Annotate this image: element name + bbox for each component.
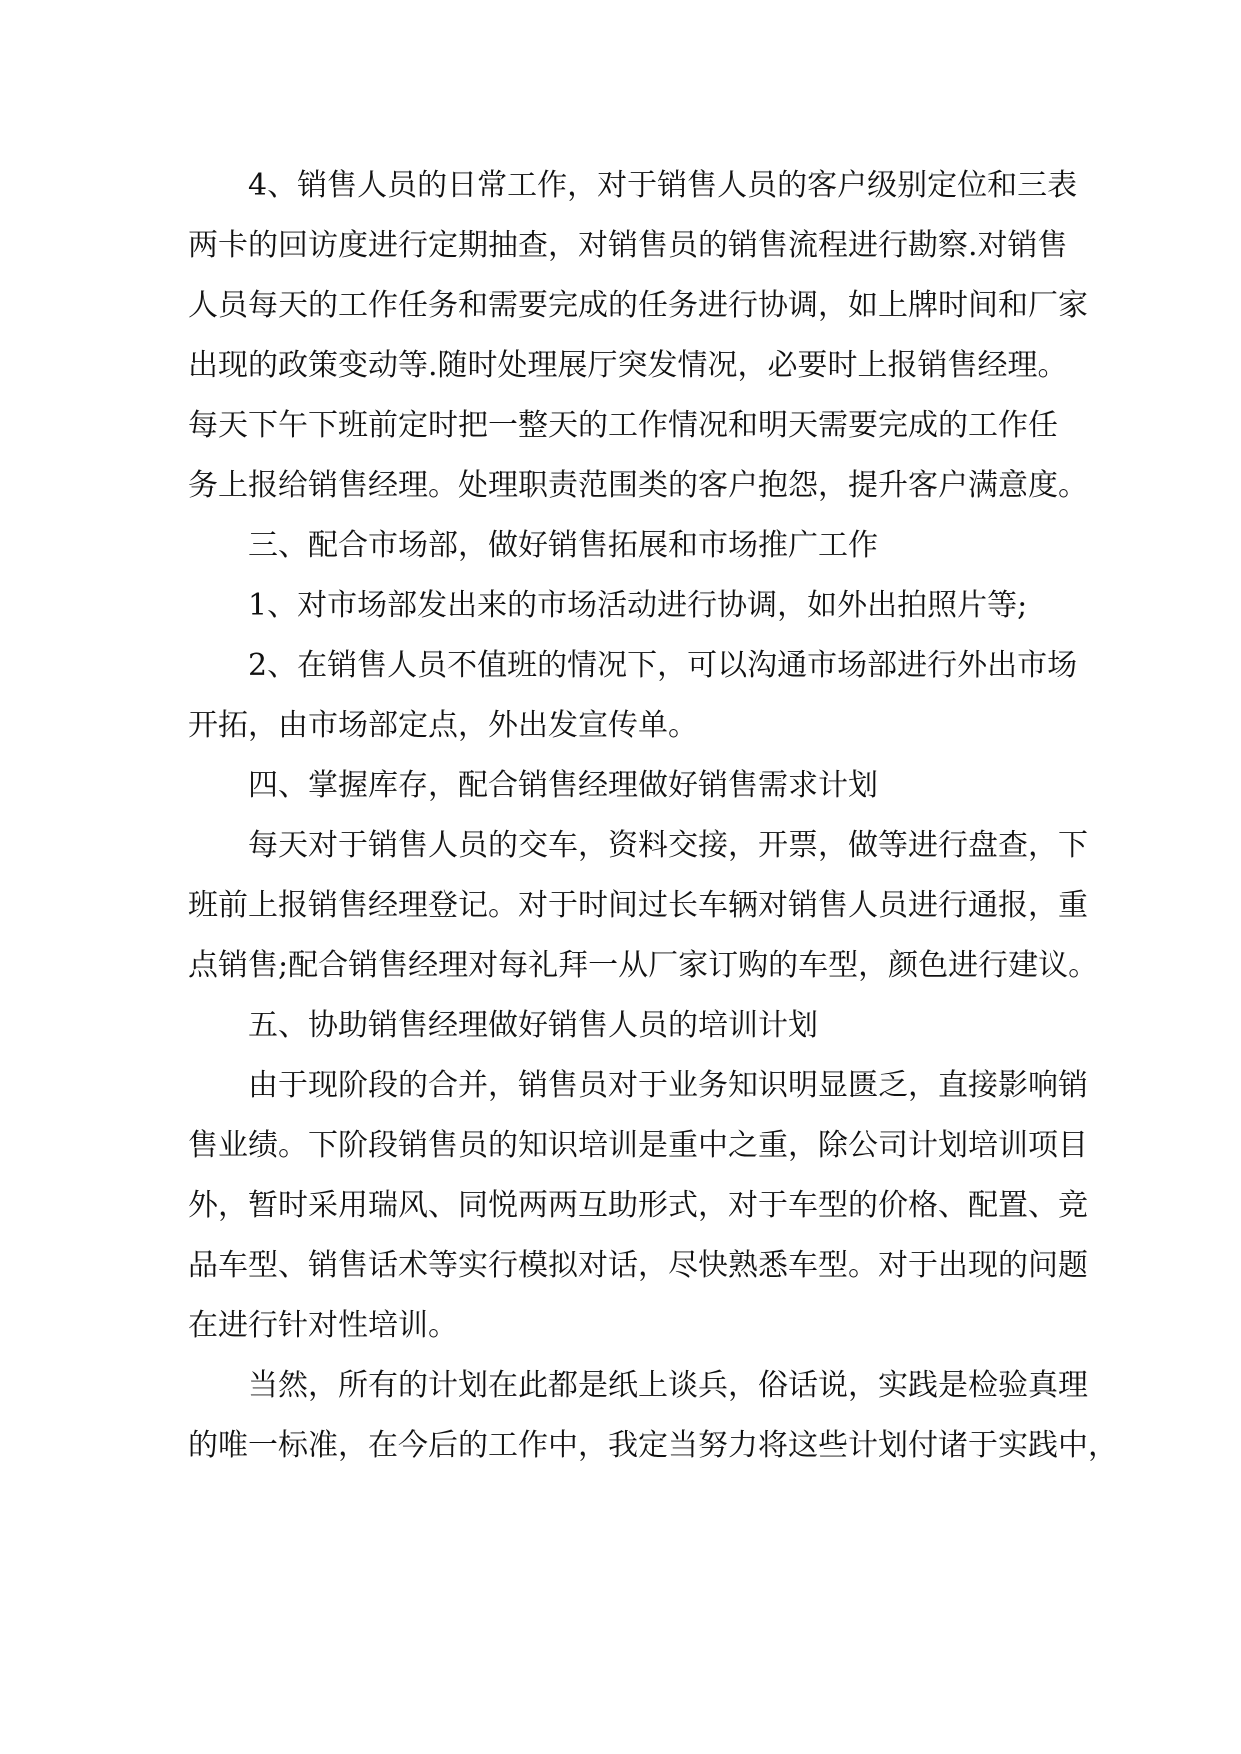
- paragraph: [188, 576, 1060, 636]
- paragraph: [188, 1056, 1088, 1356]
- paragraph: [188, 756, 1060, 816]
- paragraph-line: 五、协助销售经理做好销售人员的培训计划: [248, 1008, 818, 1043]
- paragraph-line: 三、配合市场部，做好销售拓展和市场推广工作: [248, 528, 878, 563]
- paragraph-line: 四、掌握库存，配合销售经理做好销售需求计划: [248, 768, 878, 803]
- paragraph-line: 外，暂时采用瑞风、同悦两两互助形式，对于车型的价格、配置、竞: [188, 1188, 1088, 1223]
- paragraph-line: 人员每天的工作任务和需要完成的任务进行协调，如上牌时间和厂家: [188, 288, 1088, 323]
- paragraph-line: 售业绩。下阶段销售员的知识培训是重中之重，除公司计划培训项目: [188, 1128, 1088, 1163]
- paragraph-line: 班前上报销售经理登记。对于时间过长车辆对销售人员进行通报，重: [188, 888, 1088, 923]
- paragraph: [188, 516, 1060, 576]
- document-body: [188, 156, 1118, 1476]
- paragraph-line: 当然，所有的计划在此都是纸上谈兵，俗话说，实践是检验真理: [248, 1368, 1088, 1403]
- paragraph-line: 2、在销售人员不值班的情况下，可以沟通市场部进行外出市场: [248, 648, 1078, 683]
- paragraph-line: 开拓，由市场部定点，外出发宣传单。: [188, 708, 698, 743]
- paragraph-line: 点销售;配合销售经理对每礼拜一从厂家订购的车型，颜色进行建议。: [188, 948, 1099, 983]
- paragraph-line: 务上报给销售经理。处理职责范围类的客户抱怨，提升客户满意度。: [188, 468, 1088, 503]
- paragraph-line: 1、对市场部发出来的市场活动进行协调，如外出拍照片等;: [248, 588, 1028, 623]
- paragraph: [188, 156, 1088, 516]
- paragraph-line: 4、销售人员的日常工作，对于销售人员的客户级别定位和三表: [248, 168, 1078, 203]
- paragraph-line: 每天下午下班前定时把一整天的工作情况和明天需要完成的工作任: [188, 408, 1058, 443]
- paragraph: [188, 636, 1078, 756]
- paragraph: [188, 1356, 1118, 1476]
- paragraph: [188, 816, 1099, 996]
- paragraph-line: 每天对于销售人员的交车，资料交接，开票，做等进行盘查，下: [248, 828, 1088, 863]
- paragraph-line: 出现的政策变动等.随时处理展厅突发情况，必要时上报销售经理。: [188, 348, 1068, 383]
- paragraph: [188, 996, 1060, 1056]
- paragraph-line: 的唯一标准，在今后的工作中，我定当努力将这些计划付诸于实践中，: [188, 1428, 1118, 1463]
- paragraph-line: 两卡的回访度进行定期抽查，对销售员的销售流程进行勘察.对销售: [188, 228, 1068, 263]
- paragraph-line: 品车型、销售话术等实行模拟对话，尽快熟悉车型。对于出现的问题: [188, 1248, 1088, 1283]
- paragraph-line: 在进行针对性培训。: [188, 1308, 458, 1343]
- paragraph-line: 由于现阶段的合并，销售员对于业务知识明显匮乏，直接影响销: [248, 1068, 1088, 1103]
